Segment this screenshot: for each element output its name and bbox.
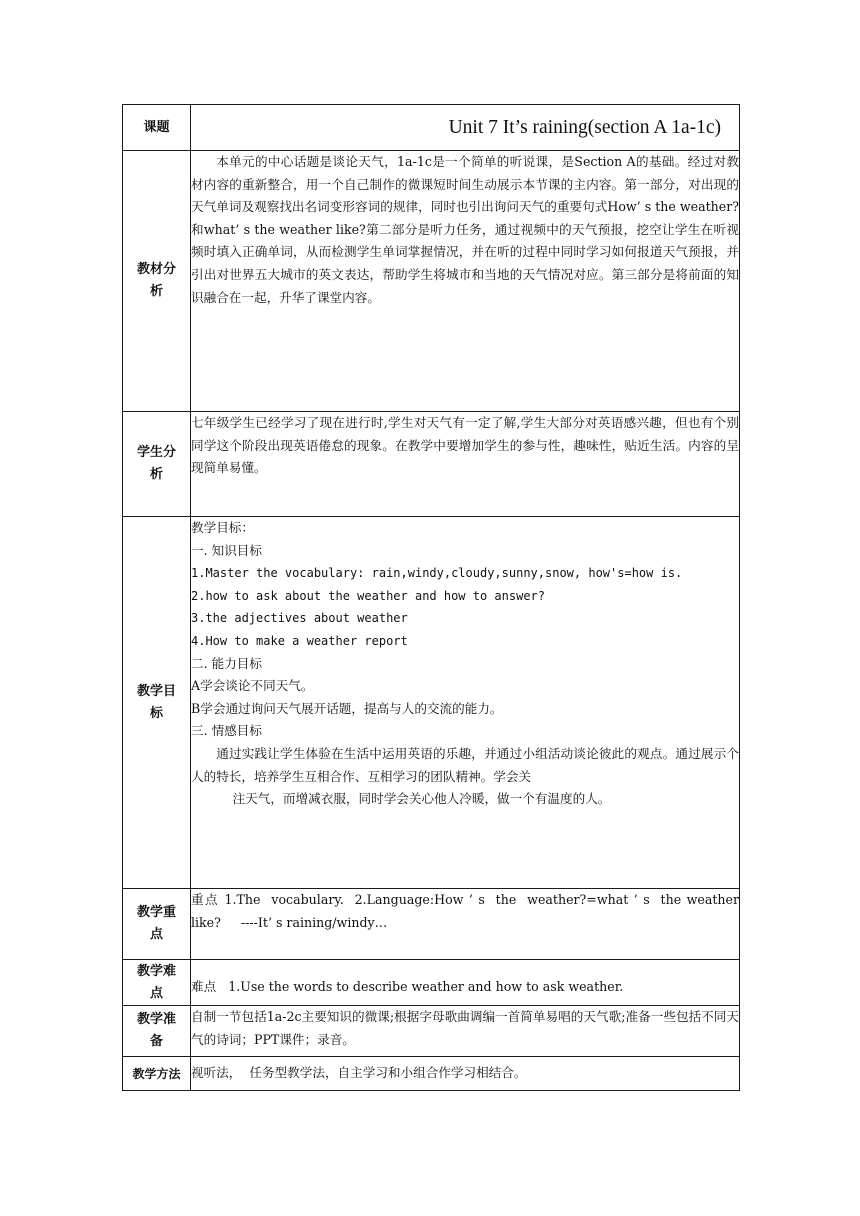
label-students-line2: 析: [149, 467, 163, 482]
knowledge-item: 4.How to make a weather report: [191, 633, 408, 648]
ability-item: A学会谈论不同天气。: [191, 678, 314, 694]
label-difficulties-line2: 点: [149, 985, 163, 1001]
row-objectives: [123, 517, 740, 889]
methods: [191, 1057, 740, 1091]
label-key-points-line2: 点: [149, 927, 163, 942]
emotion-heading: 三. 情感目标: [191, 723, 262, 739]
teaching-objectives: [191, 517, 740, 889]
knowledge-heading: 一. 知识目标: [191, 542, 262, 558]
material-analysis-text: 本单元的中心话题是谈论天气，1a-1c是一个简单的听说课，是Section A的基础。经过对教材内容的重新整合，用一个自己制作的微课短时间生动展示本节课的主内容。第一部分，对出现的天气单词及观察找出名词变形容词的规律，同时也引出询问天气的重要句式How’ s the weather?和what’ s the weather like?第二部分是听力任务，通过视频中的天气预报，挖空让学生在听视频时填入正确单词，从而检测学生单词掌握情况，并在听的过程中同时学习如何报道天气预报，并引出对世界五大城市的英文表达，帮助学生将城市和当地的天气情况对应。第三部分是将前面的知识融合在一起，升华了课堂内容。: [191, 154, 739, 305]
emotion-text-continued: 注天气，而增减衣服，同时学会关心他人冷暖，做一个有温度的人。: [232, 791, 611, 807]
label-preparation-line2: 备: [149, 1034, 163, 1049]
preparation: [191, 1006, 740, 1057]
key-points-text: 重点 1.The vocabulary. 2.Language:How ’ s the weather?=what ’ s the weather like? ----It’ s raining/windy…: [191, 892, 744, 930]
knowledge-item: 1.Master the vocabulary: rain,windy,cloudy,sunny,snow, how's=how is.: [191, 566, 683, 581]
row-students: [123, 412, 740, 517]
label-methods: [123, 1057, 191, 1091]
objectives-heading: 教学目标：: [191, 520, 254, 535]
difficulties-text: 难点 1.Use the words to describe weather and how to ask weather.: [191, 979, 624, 995]
ability-item: B学会通过询问天气展开话题，提高与人的交流的能力。: [191, 700, 503, 716]
row-title: [123, 105, 740, 151]
label-key-points-line1: 教学重: [136, 905, 176, 920]
material-analysis: [191, 151, 740, 412]
label-material-line2: 析: [149, 284, 163, 299]
label-preparation: [123, 1006, 191, 1057]
label-preparation-line1: 教学准: [136, 1012, 176, 1027]
preparation-text: 自制一节包括1a-2c主要知识的微课;根据字母歌曲调编一首简单易唱的天气歌;准备一些包括不同天气的诗词；PPT课件；录音。: [191, 1009, 739, 1047]
lesson-title: [191, 105, 740, 151]
label-objectives: [123, 517, 191, 889]
row-methods: [123, 1057, 740, 1091]
label-objectives-line1: 教学目: [136, 683, 176, 699]
lesson-title-text: Unit 7 It’s raining(section A 1a-1c): [448, 116, 721, 138]
emotion-text: 通过实践让学生体验在生活中运用英语的乐趣，并通过小组活动谈论彼此的观点。通过展示个人的特长，培养学生互相合作、互相学习的团队精神。学会关: [191, 745, 739, 784]
label-title-text: 课题: [143, 119, 170, 135]
key-points: [191, 889, 744, 960]
label-methods-text: 教学方法: [132, 1066, 181, 1081]
label-difficulties: [123, 960, 191, 1006]
ability-heading: 二. 能力目标: [191, 655, 262, 671]
label-material-line1: 教材分: [136, 262, 176, 277]
student-analysis: [191, 412, 740, 517]
label-difficulties-line1: 教学难: [136, 963, 176, 979]
knowledge-item: 2.how to ask about the weather and how to answer?: [191, 588, 546, 603]
lesson-plan-table: [122, 104, 744, 1091]
row-preparation: [123, 1006, 740, 1057]
student-analysis-text: 七年级学生已经学习了现在进行时,学生对天气有一定了解,学生大部分对英语感兴趣，但也有个别同学这个阶段出现英语倦怠的现象。在教学中要增加学生的参与性，趣味性，贴近生活。内容的呈现简单易懂。: [191, 415, 739, 476]
label-objectives-line2: 标: [149, 705, 163, 721]
knowledge-item: 3.the adjectives about weather: [191, 611, 408, 626]
label-title: [123, 105, 191, 151]
row-key-points: [123, 889, 740, 960]
methods-text: 视听法， 任务型教学法，自主学习和小组合作学习相结合。: [191, 1065, 527, 1081]
row-material: [123, 151, 740, 412]
label-students: [123, 412, 191, 517]
label-key-points: [123, 889, 191, 960]
label-students-line1: 学生分: [136, 445, 176, 460]
difficulties: [191, 960, 740, 1006]
label-material: [123, 151, 191, 412]
row-difficulties: [123, 960, 740, 1006]
